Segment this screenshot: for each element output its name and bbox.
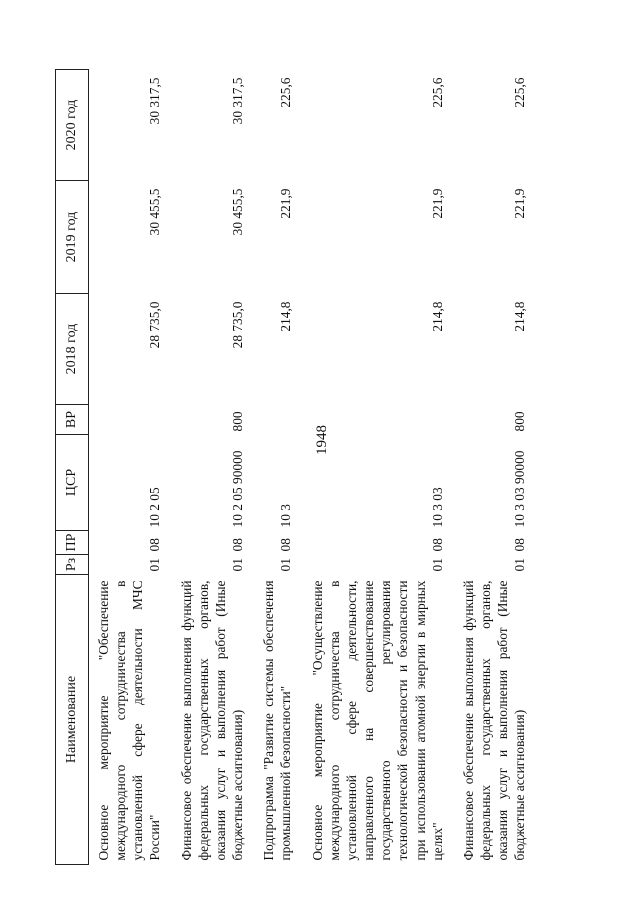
table-row (450, 70, 533, 865)
table-body (89, 70, 533, 865)
row-2020: 225,6 (278, 77, 294, 108)
header-2019: 2019 год (56, 181, 89, 294)
row-pr: 08 (230, 538, 246, 552)
row-2018: 28 735,0 (147, 301, 163, 349)
row-csr: 10 3 03 (429, 487, 445, 528)
row-vr: 800 (230, 411, 246, 432)
row-rz: 01 (147, 558, 163, 572)
row-pr: 08 (429, 538, 445, 552)
header-pr: ПР (56, 531, 89, 555)
row-2020: 225,6 (512, 77, 528, 108)
row-vr: 800 (512, 411, 528, 432)
rotated-page-content (55, 70, 610, 865)
row-2018: 214,8 (512, 301, 528, 332)
row-rz: 01 (278, 558, 294, 572)
row-vr (299, 405, 450, 435)
row-name: Основное мероприятие "Осуществление международного сотрудничества в установленной сфере деятельности, направленного на совершенствование государственного регулирования технологической безопасности и безопасности при использовании атомной энергии в мирных целях" (309, 580, 445, 861)
row-2019: 30 455,5 (230, 188, 246, 236)
row-2018: 214,8 (429, 301, 445, 332)
row-name: Финансовое обеспечение выполнения функций федеральных государственных органов, оказания услуг и выполнения работ (Иные бюджетные ассигнования) (178, 580, 246, 861)
row-name: Основное мероприятие "Обеспечение международного сотрудничества в установленной сфере деятельности МЧС России" (96, 580, 163, 861)
row-2019: 30 455,5 (147, 188, 163, 236)
row-2019: 221,9 (278, 188, 294, 219)
row-name: Подпрограмма "Развитие системы обеспечения промышленной безопасности" (261, 580, 294, 861)
budget-table (55, 69, 532, 865)
row-rz: 01 (230, 558, 246, 572)
row-2020: 225,6 (429, 77, 445, 108)
table-row (168, 70, 251, 865)
row-2019: 221,9 (429, 188, 445, 219)
header-rz: Рз (56, 555, 89, 575)
header-2020: 2020 год (56, 70, 89, 181)
row-pr: 08 (278, 538, 294, 552)
row-pr: 08 (512, 538, 528, 552)
table-row (250, 70, 298, 865)
row-pr: 08 (147, 538, 163, 552)
table-header (56, 70, 89, 865)
header-name: Наименование (56, 575, 89, 865)
row-vr (89, 405, 168, 435)
row-csr: 10 3 (278, 504, 294, 528)
row-2018: 28 735,0 (230, 301, 246, 349)
row-rz: 01 (512, 558, 528, 572)
row-2020: 30 317,5 (230, 77, 246, 125)
page-number: 1948 (314, 425, 330, 455)
row-csr: 10 3 03 90000 (512, 450, 528, 528)
row-vr (250, 405, 298, 435)
row-csr: 10 2 05 (147, 487, 163, 528)
row-2020: 30 317,5 (147, 77, 163, 125)
header-csr: ЦСР (56, 435, 89, 531)
table-row (89, 70, 168, 865)
table-row (299, 70, 450, 865)
header-vr: ВР (56, 405, 89, 435)
header-2018: 2018 год (56, 294, 89, 405)
row-2018: 214,8 (278, 301, 294, 332)
row-rz: 01 (429, 558, 445, 572)
row-csr: 10 2 05 90000 (230, 450, 246, 528)
row-name: Финансовое обеспечение выполнения функций федеральных государственных органов, оказания услуг и выполнения работ (Иные бюджетные ассигнования) (460, 580, 528, 861)
row-2019: 221,9 (512, 188, 528, 219)
